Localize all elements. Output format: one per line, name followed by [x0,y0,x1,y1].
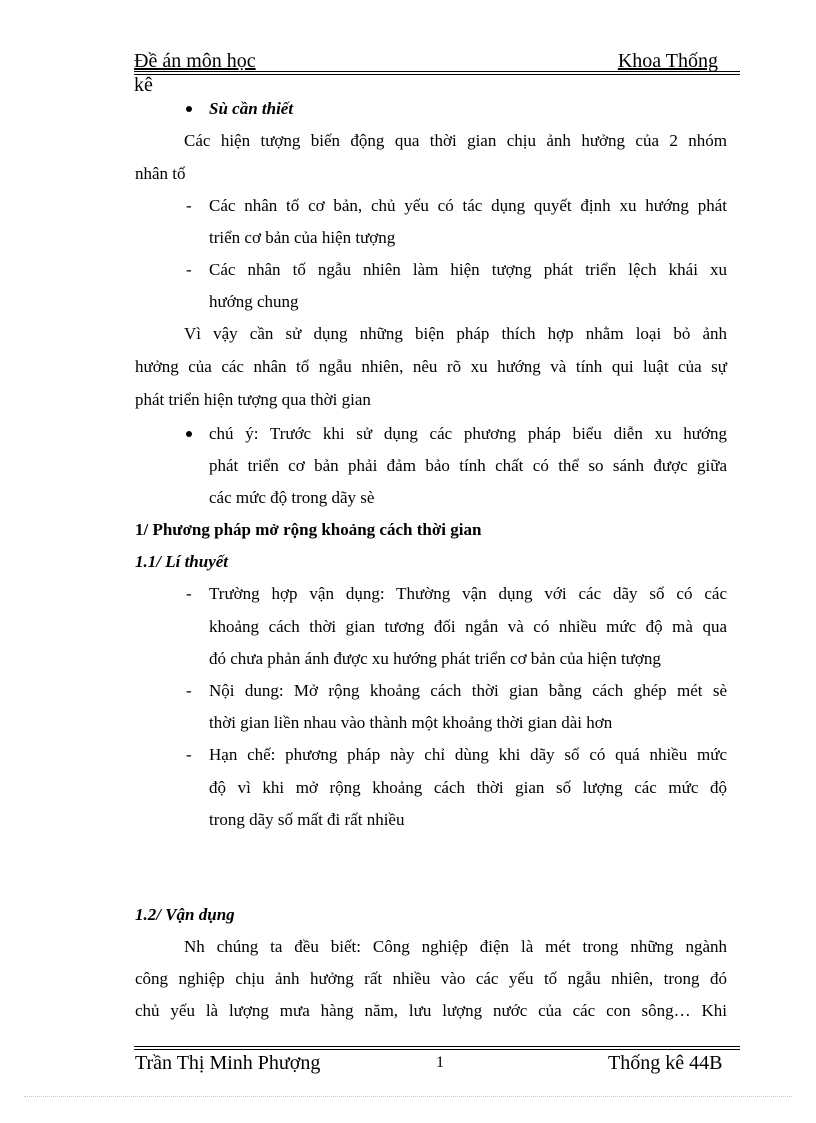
header-rule [134,71,740,72]
dash-marker: - [186,681,192,700]
list-item-line: Các nhân tố ngẫu nhiên làm hiện tượng phát triển lệch khái xu [209,260,727,279]
page-number: 1 [436,1054,444,1071]
note-line: chú ý: Trước khi sử dụng các phương pháp biểu diễn xu hướng [209,424,727,443]
paragraph-line: Vì vậy cần sử dụng những biện pháp thích hợp nhằm loại bỏ ảnh [184,324,727,343]
list-item-line: Trường hợp vận dụng: Thường vận dụng với các dãy số có các [209,584,727,603]
paragraph-line: Các hiện tượng biến động qua thời gian chịu ảnh hưởng của 2 nhóm [184,131,727,150]
list-item-line: Nội dung: Mở rộng khoảng cách thời gian bằng cách ghép mét sè [209,681,727,700]
list-item-line: triển cơ bản của hiện tượng [209,228,396,247]
note-line: phát triển cơ bản phải đảm bảo tính chất có thể so sánh được giữa [209,456,727,475]
list-item-line: Các nhân tố cơ bản, chủ yếu có tác dụng quyết định xu hướng phát [209,196,727,215]
bullet-dot-icon [186,431,192,437]
list-item-line: hướng chung [209,292,299,311]
note-line: các mức độ trong dãy sè [209,488,375,507]
footer-rule [134,1046,740,1047]
dash-marker: - [186,745,192,764]
paragraph-line: chủ yếu là lượng mưa hàng năm, lưu lượng nước của các con sông… Khi [135,1001,727,1020]
subsection-title: 1.2/ Vận dụng [135,905,235,924]
list-item-line: thời gian liền nhau vào thành một khoảng thời gian dài hơn [209,713,613,732]
paragraph-line: phát triển hiện tượng qua thời gian [135,390,371,409]
page-header [134,50,740,72]
list-item-line: khoảng cách thời gian tương đối ngắn và có nhiều mức độ mà qua [209,617,727,636]
subsection-title: 1.1/ Lí thuyết [135,552,229,571]
paragraph-line: nhân tố [135,164,186,183]
header-faculty: Khoa Thống [617,50,718,72]
dash-marker: - [186,196,192,215]
header-rule-double [134,74,740,75]
footer-author: Trần Thị Minh Phượng [135,1052,321,1074]
footer-rule-double [134,1049,740,1050]
header-wrap-text: kê [134,74,153,96]
paragraph-line: hưởng của các nhân tố ngẫu nhiên, nêu rõ xu hướng và tính qui luật của sự [135,357,727,376]
list-item-line: Hạn chế: phương pháp này chỉ dùng khi dãy số có quá nhiều mức [209,745,727,764]
bullet-dot-icon [186,106,192,112]
footer-class: Thống kê 44B [608,1052,723,1074]
paragraph-line: công nghiệp chịu ảnh hưởng rất nhiều vào các yếu tố ngẫu nhiên, trong đó [135,969,727,988]
page-boundary [24,1096,792,1097]
list-item-line: đó chưa phản ánh được xu hướng phát triển cơ bản của hiện tượng [209,649,661,668]
header-course: Đề án môn học [134,50,256,72]
section-title: 1/ Phương pháp mở rộng khoảng cách thời gian [135,520,482,539]
list-item-line: trong dãy số mất đi rất nhiều [209,810,405,829]
paragraph-line: Nh chúng ta đều biết: Công nghiệp điện là mét trong những ngành [184,937,727,956]
bullet-heading: Sù cần thiết [209,99,294,118]
list-item-line: độ vì khi mở rộng khoảng cách thời gian số lượng các mức độ [209,778,727,797]
dash-marker: - [186,260,192,279]
dash-marker: - [186,584,192,603]
